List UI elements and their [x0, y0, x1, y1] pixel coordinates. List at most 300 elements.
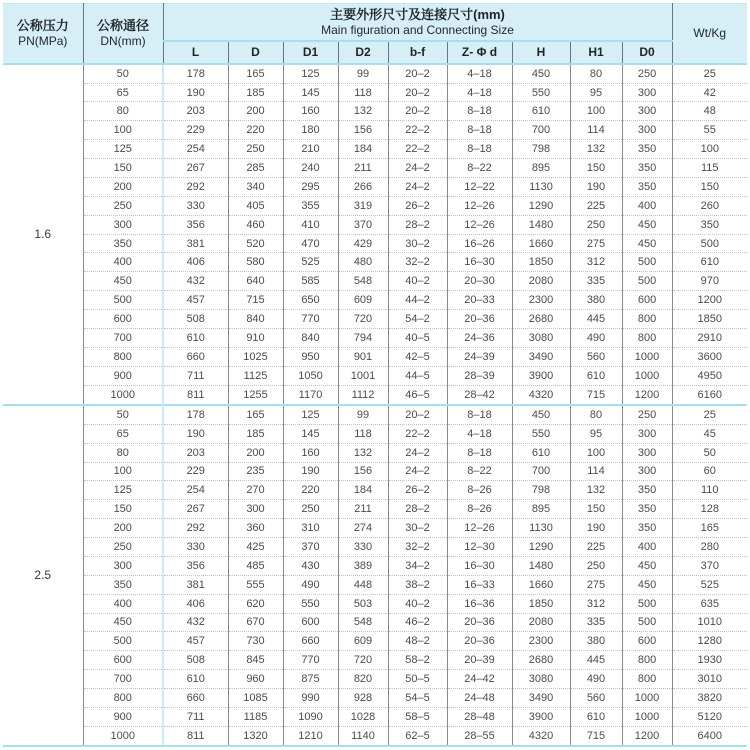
data-cell: 380 [570, 632, 622, 651]
data-cell: 300 [622, 121, 672, 140]
dn-cell: 150 [83, 500, 163, 519]
data-cell: 50–5 [388, 670, 447, 689]
header-pn-en: PN(MPa) [18, 34, 68, 49]
data-cell: 1660 [512, 575, 570, 594]
data-cell: 548 [338, 272, 388, 291]
data-cell: 508 [163, 651, 228, 670]
data-cell: 99 [338, 405, 388, 425]
data-cell: 355 [283, 196, 338, 215]
data-cell: 24–2 [388, 443, 447, 462]
data-cell: 12–22 [447, 177, 512, 196]
dn-cell: 250 [83, 196, 163, 215]
data-cell: 45 [672, 424, 747, 443]
data-cell: 1000 [622, 689, 672, 708]
data-cell: 550 [512, 424, 570, 443]
data-cell: 450 [622, 234, 672, 253]
data-cell: 500 [622, 272, 672, 291]
data-cell: 225 [570, 538, 622, 557]
data-cell: 125 [283, 405, 338, 425]
dn-cell: 800 [83, 347, 163, 366]
data-cell: 211 [338, 159, 388, 178]
data-cell: 32–2 [388, 538, 447, 557]
pn-value: 2.5 [3, 405, 83, 746]
data-cell: 115 [672, 159, 747, 178]
data-cell: 335 [570, 613, 622, 632]
header-col-bf: b-f [388, 41, 447, 64]
data-cell: 811 [163, 385, 228, 405]
data-cell: 28–55 [447, 726, 512, 746]
data-cell: 285 [228, 159, 283, 178]
data-cell: 1320 [228, 726, 283, 746]
data-cell: 1280 [672, 632, 747, 651]
data-cell: 312 [570, 253, 622, 272]
data-cell: 1000 [622, 347, 672, 366]
data-cell: 350 [622, 177, 672, 196]
data-cell: 44–5 [388, 366, 447, 385]
dn-cell: 400 [83, 594, 163, 613]
dn-cell: 100 [83, 462, 163, 481]
data-cell: 145 [283, 83, 338, 102]
data-cell: 800 [622, 651, 672, 670]
data-cell: 160 [283, 102, 338, 121]
data-cell: 1185 [228, 707, 283, 726]
data-cell: 990 [283, 689, 338, 708]
dn-cell: 300 [83, 215, 163, 234]
dn-cell: 500 [83, 291, 163, 310]
data-cell: 480 [338, 253, 388, 272]
data-cell: 650 [283, 291, 338, 310]
data-cell: 24–36 [447, 328, 512, 347]
data-cell: 1001 [338, 366, 388, 385]
data-cell: 300 [622, 443, 672, 462]
data-cell: 950 [283, 347, 338, 366]
data-cell: 150 [672, 177, 747, 196]
table-row [3, 291, 747, 310]
data-cell: 840 [228, 310, 283, 329]
data-cell: 389 [338, 556, 388, 575]
data-cell: 275 [570, 575, 622, 594]
data-cell: 210 [283, 140, 338, 159]
dn-cell: 250 [83, 538, 163, 557]
data-cell: 156 [338, 462, 388, 481]
data-cell: 20–2 [388, 405, 447, 425]
dn-cell: 500 [83, 632, 163, 651]
data-cell: 145 [283, 424, 338, 443]
data-cell: 700 [512, 121, 570, 140]
data-cell: 432 [163, 613, 228, 632]
dn-cell: 65 [83, 83, 163, 102]
data-cell: 125 [283, 64, 338, 84]
data-cell: 42–5 [388, 347, 447, 366]
data-cell: 448 [338, 575, 388, 594]
data-cell: 1200 [622, 385, 672, 405]
data-cell: 22–2 [388, 121, 447, 140]
dn-cell: 300 [83, 556, 163, 575]
data-cell: 660 [283, 632, 338, 651]
data-cell: 118 [338, 424, 388, 443]
data-cell: 550 [512, 83, 570, 102]
data-cell: 24–2 [388, 177, 447, 196]
data-cell: 20–36 [447, 310, 512, 329]
pn-value: 1.6 [3, 64, 83, 405]
table-row [3, 177, 747, 196]
data-cell: 300 [622, 83, 672, 102]
data-cell: 340 [228, 177, 283, 196]
data-cell: 30–2 [388, 234, 447, 253]
dn-cell: 1000 [83, 726, 163, 746]
data-cell: 3080 [512, 328, 570, 347]
data-cell: 600 [622, 632, 672, 651]
data-cell: 48–2 [388, 632, 447, 651]
table-row [3, 462, 747, 481]
data-cell: 55 [672, 121, 747, 140]
data-cell: 128 [672, 500, 747, 519]
dn-cell: 700 [83, 328, 163, 347]
data-cell: 8–22 [447, 159, 512, 178]
data-cell: 44–2 [388, 291, 447, 310]
data-cell: 114 [570, 121, 622, 140]
data-cell: 1130 [512, 519, 570, 538]
data-cell: 445 [570, 310, 622, 329]
data-cell: 250 [570, 556, 622, 575]
header-col-l: L [163, 41, 228, 64]
data-cell: 54–2 [388, 310, 447, 329]
data-cell: 1028 [338, 707, 388, 726]
data-cell: 34–2 [388, 556, 447, 575]
data-cell: 46–5 [388, 385, 447, 405]
data-cell: 28–42 [447, 385, 512, 405]
table-row [3, 613, 747, 632]
data-cell: 1130 [512, 177, 570, 196]
dn-cell: 350 [83, 575, 163, 594]
data-cell: 300 [228, 500, 283, 519]
data-cell: 381 [163, 575, 228, 594]
data-cell: 1085 [228, 689, 283, 708]
data-cell: 470 [283, 234, 338, 253]
data-cell: 3900 [512, 366, 570, 385]
data-cell: 585 [283, 272, 338, 291]
table-row [3, 594, 747, 613]
data-cell: 132 [338, 102, 388, 121]
dn-cell: 50 [83, 64, 163, 84]
data-cell: 1290 [512, 196, 570, 215]
data-cell: 1850 [672, 310, 747, 329]
table-row [3, 140, 747, 159]
data-cell: 600 [622, 291, 672, 310]
data-cell: 770 [283, 310, 338, 329]
data-cell: 178 [163, 64, 228, 84]
data-cell: 370 [338, 215, 388, 234]
table-row [3, 102, 747, 121]
data-cell: 267 [163, 500, 228, 519]
data-cell: 46–2 [388, 613, 447, 632]
data-cell: 555 [228, 575, 283, 594]
table-row [3, 538, 747, 557]
data-cell: 6160 [672, 385, 747, 405]
table-row [3, 632, 747, 651]
data-cell: 457 [163, 291, 228, 310]
data-cell: 22–2 [388, 424, 447, 443]
table-row [3, 405, 747, 425]
data-cell: 1112 [338, 385, 388, 405]
data-cell: 640 [228, 272, 283, 291]
table-row [3, 272, 747, 291]
dn-cell: 200 [83, 177, 163, 196]
header-col-zphid: Z- Φ d [447, 41, 512, 64]
data-cell: 400 [622, 196, 672, 215]
data-cell: 450 [512, 405, 570, 425]
data-cell: 1090 [283, 707, 338, 726]
table-row [3, 366, 747, 385]
data-cell: 295 [283, 177, 338, 196]
data-cell: 95 [570, 83, 622, 102]
data-cell: 875 [283, 670, 338, 689]
table-row [3, 424, 747, 443]
data-cell: 356 [163, 556, 228, 575]
data-cell: 185 [228, 83, 283, 102]
data-cell: 26–2 [388, 196, 447, 215]
data-cell: 150 [570, 159, 622, 178]
data-cell: 8–18 [447, 405, 512, 425]
data-cell: 800 [622, 310, 672, 329]
data-cell: 350 [622, 481, 672, 500]
data-cell: 100 [672, 140, 747, 159]
table-row [3, 328, 747, 347]
data-cell: 610 [672, 253, 747, 272]
header-row-main [3, 4, 747, 41]
data-cell: 490 [570, 670, 622, 689]
data-cell: 110 [672, 481, 747, 500]
data-cell: 520 [228, 234, 283, 253]
dn-cell: 1000 [83, 385, 163, 405]
header-dn-en: DN(mm) [100, 34, 146, 49]
data-cell: 3080 [512, 670, 570, 689]
data-cell: 292 [163, 177, 228, 196]
header-pn-cn: 公称压力 [16, 18, 69, 34]
data-cell: 609 [338, 291, 388, 310]
data-cell: 99 [338, 64, 388, 84]
data-cell: 350 [672, 215, 747, 234]
data-cell: 1200 [622, 726, 672, 746]
data-cell: 485 [228, 556, 283, 575]
data-cell: 700 [512, 462, 570, 481]
header-dn [83, 4, 163, 64]
data-cell: 50 [672, 443, 747, 462]
data-cell: 800 [622, 670, 672, 689]
data-cell: 28–2 [388, 500, 447, 519]
data-cell: 508 [163, 310, 228, 329]
data-cell: 12–26 [447, 519, 512, 538]
data-cell: 500 [622, 613, 672, 632]
data-cell: 28–2 [388, 215, 447, 234]
data-cell: 200 [228, 443, 283, 462]
data-cell: 32–2 [388, 253, 447, 272]
data-cell: 1140 [338, 726, 388, 746]
data-cell: 400 [622, 538, 672, 557]
data-cell: 254 [163, 140, 228, 159]
dn-cell: 200 [83, 519, 163, 538]
data-cell: 560 [570, 347, 622, 366]
data-cell: 600 [283, 613, 338, 632]
dn-cell: 65 [83, 424, 163, 443]
data-cell: 229 [163, 462, 228, 481]
header-main-title [163, 4, 672, 41]
data-cell: 312 [570, 594, 622, 613]
data-cell: 429 [338, 234, 388, 253]
data-cell: 2080 [512, 272, 570, 291]
data-cell: 811 [163, 726, 228, 746]
data-cell: 156 [338, 121, 388, 140]
data-cell: 229 [163, 121, 228, 140]
header-col-d0: D0 [622, 41, 672, 64]
data-cell: 960 [228, 670, 283, 689]
data-cell: 184 [338, 140, 388, 159]
data-cell: 132 [570, 140, 622, 159]
table-row [3, 196, 747, 215]
data-cell: 1930 [672, 651, 747, 670]
data-cell: 610 [570, 366, 622, 385]
data-cell: 16–36 [447, 594, 512, 613]
data-cell: 235 [228, 462, 283, 481]
table-header [3, 4, 747, 64]
data-cell: 25 [672, 64, 747, 84]
data-cell: 220 [283, 481, 338, 500]
data-cell: 80 [570, 64, 622, 84]
data-cell: 100 [570, 443, 622, 462]
header-pn [3, 4, 83, 64]
header-col-h: H [512, 41, 570, 64]
data-cell: 1050 [283, 366, 338, 385]
data-cell: 24–2 [388, 159, 447, 178]
data-cell: 8–22 [447, 462, 512, 481]
data-cell: 280 [672, 538, 747, 557]
data-cell: 3490 [512, 689, 570, 708]
data-cell: 928 [338, 689, 388, 708]
data-cell: 300 [622, 424, 672, 443]
table-row [3, 689, 747, 708]
data-cell: 3490 [512, 347, 570, 366]
data-cell: 165 [228, 405, 283, 425]
data-cell: 310 [283, 519, 338, 538]
dimension-table [3, 3, 747, 747]
data-cell: 1000 [622, 707, 672, 726]
data-cell: 610 [163, 670, 228, 689]
header-dn-cn: 公称通径 [96, 18, 149, 34]
data-cell: 711 [163, 707, 228, 726]
data-cell: 500 [622, 253, 672, 272]
data-cell: 350 [622, 159, 672, 178]
data-cell: 20–30 [447, 272, 512, 291]
data-cell: 370 [283, 538, 338, 557]
data-cell: 1170 [283, 385, 338, 405]
data-cell: 190 [570, 177, 622, 196]
data-cell: 8–18 [447, 102, 512, 121]
data-cell: 406 [163, 253, 228, 272]
data-cell: 610 [163, 328, 228, 347]
data-cell: 330 [163, 196, 228, 215]
data-cell: 42 [672, 83, 747, 102]
data-cell: 350 [622, 500, 672, 519]
data-cell: 40–2 [388, 594, 447, 613]
table-row [3, 234, 747, 253]
data-cell: 715 [570, 385, 622, 405]
data-cell: 12–26 [447, 196, 512, 215]
data-cell: 432 [163, 272, 228, 291]
data-cell: 28–39 [447, 366, 512, 385]
header-main-title-en: Main figuration and Connecting Size [321, 22, 514, 37]
data-cell: 16–30 [447, 556, 512, 575]
data-cell: 190 [283, 462, 338, 481]
data-cell: 274 [338, 519, 388, 538]
data-cell: 160 [283, 443, 338, 462]
data-cell: 24–2 [388, 462, 447, 481]
dn-cell: 900 [83, 707, 163, 726]
data-cell: 445 [570, 651, 622, 670]
data-cell: 2680 [512, 310, 570, 329]
dn-cell: 800 [83, 689, 163, 708]
data-cell: 901 [338, 347, 388, 366]
dn-cell: 700 [83, 670, 163, 689]
data-cell: 38–2 [388, 575, 447, 594]
data-cell: 2910 [672, 328, 747, 347]
data-cell: 12–30 [447, 538, 512, 557]
data-cell: 380 [570, 291, 622, 310]
data-cell: 4320 [512, 726, 570, 746]
data-cell: 24–39 [447, 347, 512, 366]
data-cell: 450 [622, 575, 672, 594]
data-cell: 350 [622, 140, 672, 159]
table-row [3, 651, 747, 670]
header-col-d: D [228, 41, 283, 64]
table-row [3, 726, 747, 746]
data-cell: 450 [622, 556, 672, 575]
data-cell: 270 [228, 481, 283, 500]
data-cell: 132 [570, 481, 622, 500]
dn-cell: 150 [83, 159, 163, 178]
data-cell: 4–18 [447, 64, 512, 84]
dn-cell: 125 [83, 481, 163, 500]
table-body [3, 64, 747, 747]
data-cell: 635 [672, 594, 747, 613]
data-cell: 1660 [512, 234, 570, 253]
data-cell: 335 [570, 272, 622, 291]
data-cell: 1200 [672, 291, 747, 310]
data-cell: 660 [163, 689, 228, 708]
data-cell: 381 [163, 234, 228, 253]
data-cell: 250 [622, 64, 672, 84]
data-cell: 240 [283, 159, 338, 178]
table-row [3, 64, 747, 84]
data-cell: 203 [163, 443, 228, 462]
table-row [3, 347, 747, 366]
data-cell: 490 [283, 575, 338, 594]
data-cell: 1480 [512, 215, 570, 234]
table-row [3, 443, 747, 462]
data-cell: 178 [163, 405, 228, 425]
data-cell: 40–5 [388, 328, 447, 347]
dn-cell: 350 [83, 234, 163, 253]
data-cell: 8–26 [447, 481, 512, 500]
data-cell: 1255 [228, 385, 283, 405]
data-cell: 620 [228, 594, 283, 613]
data-cell: 190 [163, 83, 228, 102]
data-cell: 4–18 [447, 83, 512, 102]
data-cell: 550 [283, 594, 338, 613]
header-col-h1: H1 [570, 41, 622, 64]
data-cell: 2300 [512, 632, 570, 651]
data-cell: 1290 [512, 538, 570, 557]
data-cell: 8–18 [447, 140, 512, 159]
